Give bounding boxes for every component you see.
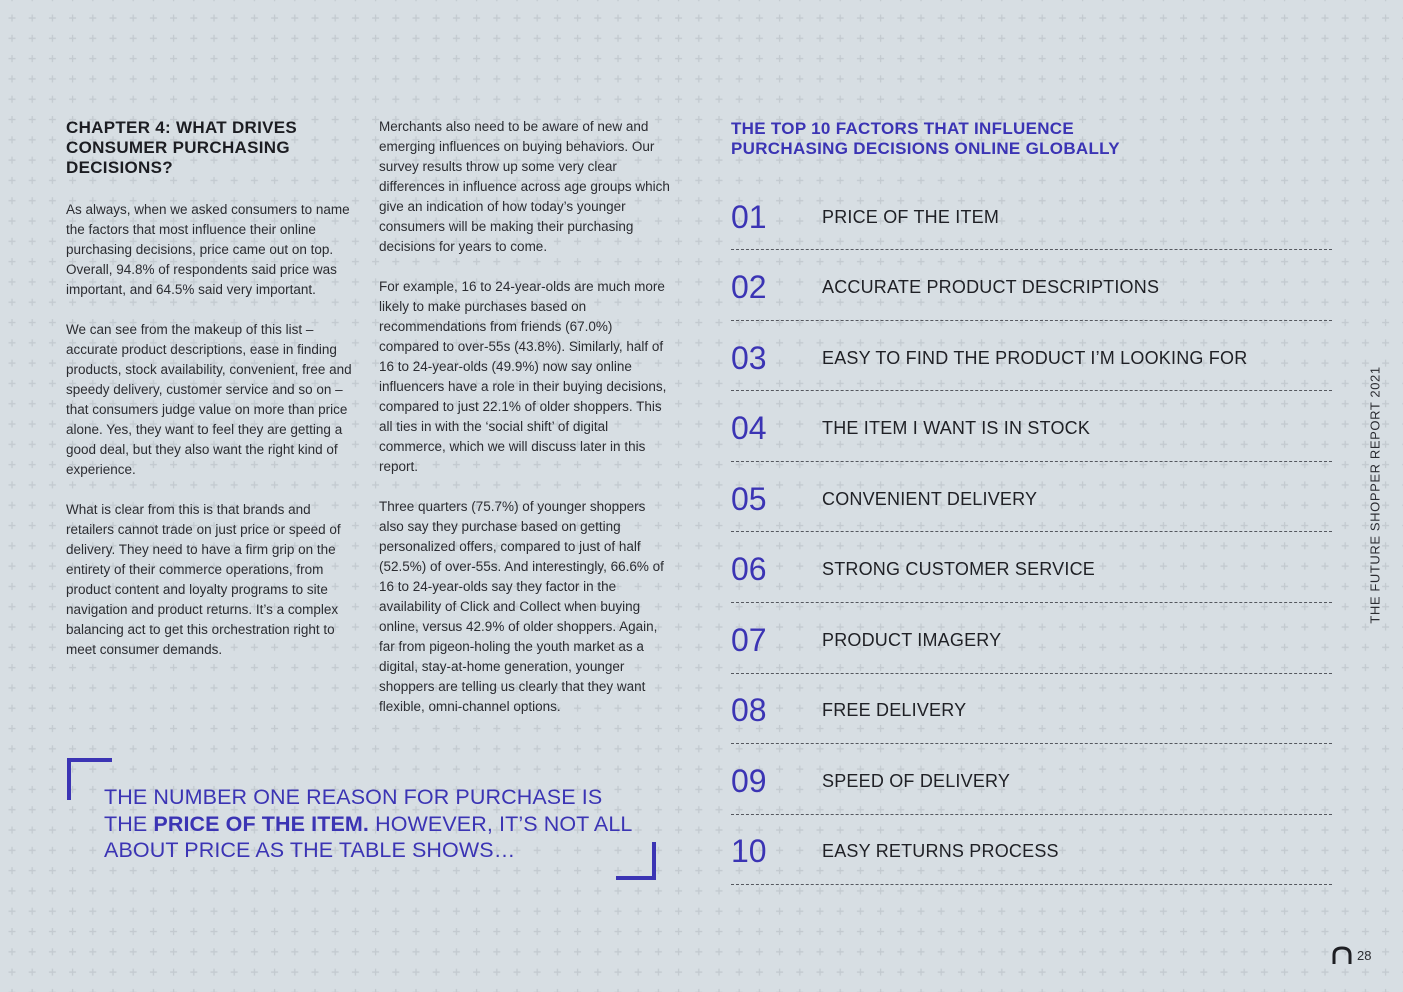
- report-title-vertical: THE FUTURE SHOPPER REPORT 2021: [1367, 366, 1383, 624]
- factor-rank: 07: [731, 622, 767, 658]
- page-number: 28: [1357, 948, 1372, 963]
- quote-close-bracket: [614, 840, 658, 882]
- factor-rank: 09: [731, 763, 767, 799]
- factor-rank: 06: [731, 551, 767, 587]
- row-divider: [731, 320, 1332, 321]
- row-divider: [731, 814, 1332, 815]
- pull-quote-highlight: PRICE OF THE ITEM.: [153, 811, 369, 836]
- factor-rank: 10: [731, 833, 767, 869]
- factor-rank: 01: [731, 199, 767, 235]
- factor-row: [731, 481, 1332, 551]
- factor-label: EASY TO FIND THE PRODUCT I’M LOOKING FOR: [822, 348, 1248, 368]
- factors-list-title: THE TOP 10 FACTORS THAT INFLUENCE PURCHASING DECISIONS ONLINE GLOBALLY: [731, 119, 1120, 158]
- factor-label: STRONG CUSTOMER SERVICE: [822, 559, 1095, 579]
- factor-label: PRODUCT IMAGERY: [822, 630, 1002, 650]
- row-divider: [731, 673, 1332, 674]
- paragraph: Three quarters (75.7%) of younger shoppers also say they purchase based on getting personalized offers, compared to just of half (52.5%) of over-55s. And interestingly, 66.6% of 16 to 24-year-olds say they factor in the availability of Click and Collect when buying online, versus 42.9% of older shoppers. Again, far from pigeon-holing the youth market as a digital, stay-at-home generation, younger shoppers are telling us clearly that they want flexible, omni-channel options.: [379, 499, 664, 714]
- paragraph: We can see from the makeup of this list – accurate product descriptions, ease in finding products, stock availability, convenient, free and speedy delivery, customer service and so on – that consumers judge value on more than price alone. Yes, they want to feel they are getting a good deal, but they also want the right kind of experience.: [66, 322, 352, 477]
- factor-row: [731, 833, 1332, 903]
- factor-label: EASY RETURNS PROCESS: [822, 841, 1059, 861]
- factor-label: THE ITEM I WANT IS IN STOCK: [822, 418, 1091, 438]
- factor-label: PRICE OF THE ITEM: [822, 207, 1000, 227]
- paragraph: As always, when we asked consumers to name the factors that most influence their online purchasing decisions, price came out on top. Overall, 94.8% of respondents said price was important, and 64.5% said very important.: [66, 202, 350, 297]
- factor-row: [731, 269, 1332, 339]
- factor-rank: 02: [731, 269, 767, 305]
- chapter-title: CHAPTER 4: WHAT DRIVES CONSUMER PURCHASING DECISIONS?: [66, 118, 298, 177]
- factor-label: FREE DELIVERY: [822, 700, 967, 720]
- body-column-middle: [379, 117, 671, 737]
- row-divider: [731, 390, 1332, 391]
- home-arch-icon[interactable]: [1332, 946, 1352, 966]
- factor-row: [731, 763, 1332, 833]
- factor-row: [731, 199, 1332, 269]
- factor-label: SPEED OF DELIVERY: [822, 771, 1011, 791]
- row-divider: [731, 884, 1332, 885]
- row-divider: [731, 531, 1332, 532]
- factor-rank: 05: [731, 481, 767, 517]
- factor-rank: 08: [731, 692, 767, 728]
- factor-rank: 04: [731, 410, 767, 446]
- factor-row: [731, 551, 1332, 621]
- factor-row: [731, 692, 1332, 762]
- row-divider: [731, 743, 1332, 744]
- row-divider: [731, 602, 1332, 603]
- factor-row: [731, 340, 1332, 410]
- factor-rank: 03: [731, 340, 767, 376]
- pull-quote-text-end: HOWEVER, IT’S NOT ALL ABOUT PRICE AS THE TABLE SHOWS…: [104, 811, 632, 862]
- factor-row: [731, 410, 1332, 480]
- paragraph: What is clear from this is that brands and retailers cannot trade on just price or speed of delivery. They need to have a firm grip on the entirety of their commerce operations, from product content and loyalty programs to site navigation and product returns. It’s a complex balancing act to get this orchestration right to meet consumer demands.: [66, 502, 341, 657]
- paragraph: Merchants also need to be aware of new and emerging influences on buying behaviors. Our survey results throw up some very clear differences in influence across age groups which give an indication of how today’s younger consumers will be making their purchasing decisions for years to come.: [379, 119, 670, 254]
- pull-quote: [104, 784, 634, 864]
- factor-row: [731, 622, 1332, 692]
- row-divider: [731, 249, 1332, 250]
- row-divider: [731, 461, 1332, 462]
- body-column-left: [66, 200, 362, 680]
- factor-label: ACCURATE PRODUCT DESCRIPTIONS: [822, 277, 1160, 297]
- paragraph: For example, 16 to 24-year-olds are much more likely to make purchases based on recommendations from friends (67.0%) compared to over-55s (43.8%). Similarly, half of 16 to 24-year-olds (49.9%) now say online influencers have a role in their buying decisions, compared to just 22.1% of older shoppers. This all ties in with the ‘social shift’ of digital commerce, which we will discuss later in this report.: [379, 279, 667, 474]
- factor-label: CONVENIENT DELIVERY: [822, 489, 1038, 509]
- pull-quote-text: THE NUMBER ONE REASON FOR PURCHASE IS THE: [104, 785, 603, 836]
